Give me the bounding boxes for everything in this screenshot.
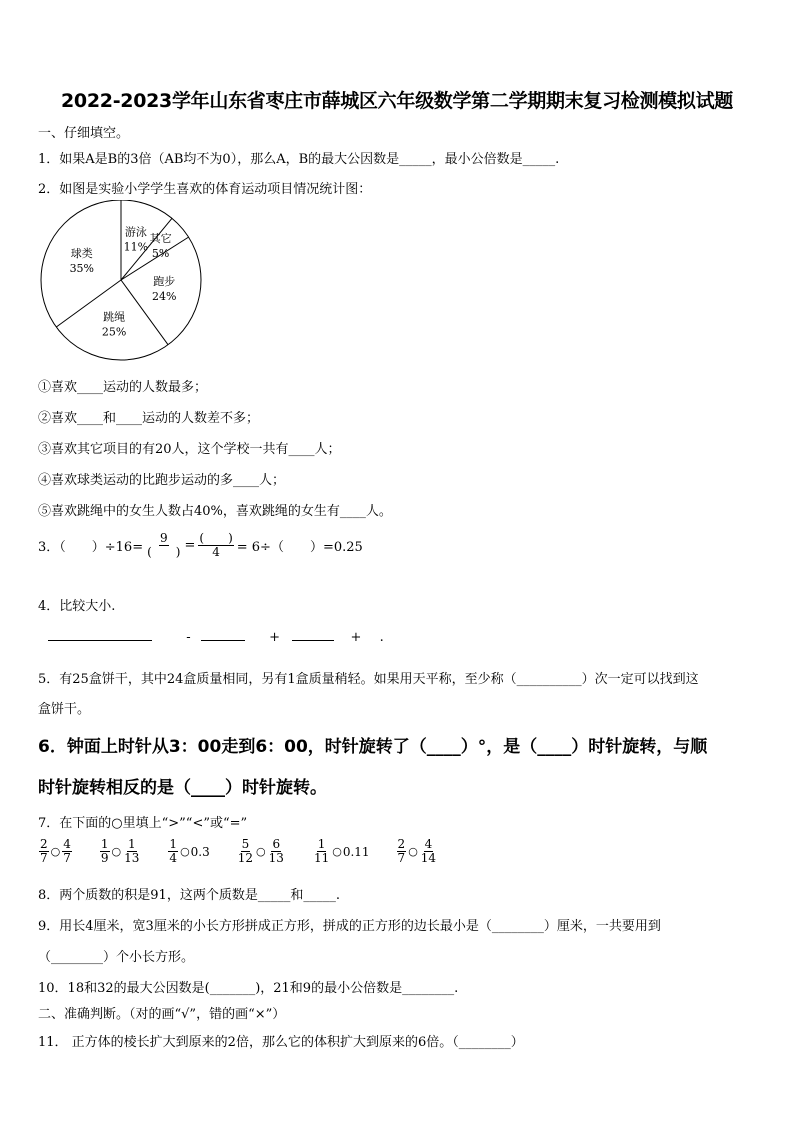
fraction-denominator: 4 <box>212 545 220 559</box>
question-2-sub-1: ①喜欢____运动的人数最多； <box>38 380 208 395</box>
fraction-denominator: 13 <box>124 851 140 865</box>
comparison-circle[interactable]: ○ <box>50 845 61 858</box>
fraction <box>268 838 285 865</box>
fraction-numerator: 1 <box>169 837 178 851</box>
fraction <box>237 838 254 865</box>
fraction-numerator: 1 <box>100 837 109 851</box>
question-7: 7．在下面的○里填上“>”“<”或“=” <box>38 816 248 831</box>
question-3-suffix: = 6÷（ ）=0.25 <box>236 540 363 555</box>
fraction <box>123 838 140 865</box>
fraction <box>62 838 72 865</box>
comparison-item <box>236 838 286 865</box>
comparison-item <box>396 838 439 865</box>
question-2-sub-5: ⑤喜欢跳绳中的女生人数占40%，喜欢跳绳的女生有____人。 <box>38 504 392 519</box>
pie-slice-percent: 35% <box>69 262 95 276</box>
equals-sign: = <box>184 538 196 553</box>
fraction <box>39 838 49 865</box>
pie-slice-percent: 11% <box>123 240 149 254</box>
decimal-value: 0.3 <box>190 844 210 859</box>
decimal-value: 0.11 <box>342 844 370 859</box>
fraction-denominator: 11 <box>313 851 330 865</box>
comparison-item <box>312 838 370 865</box>
question-9-line-2: （________）个小长方形。 <box>38 950 195 965</box>
fraction-denominator: ( ) <box>147 545 181 559</box>
fraction-numerator: 1 <box>127 837 136 851</box>
pie-slice-label: 跳绳 <box>103 310 126 324</box>
period: . <box>379 630 384 645</box>
blank-line <box>48 628 152 641</box>
question-2-sub-4: ④喜欢球类运动的比跑步运动的多____人； <box>38 473 286 488</box>
question-7-items <box>38 838 464 865</box>
question-3-prefix: 3．（ ）÷16= <box>38 540 144 555</box>
fraction-numerator: ( ) <box>199 531 233 545</box>
comparison-circle[interactable]: ○ <box>180 845 190 858</box>
fraction-denominator: 4 <box>169 851 178 865</box>
fraction-denominator: 9 <box>100 851 109 865</box>
section-heading-1: 一、仔细填空。 <box>38 126 130 141</box>
comparison-item <box>38 838 73 865</box>
question-1: 1．如果A是B的3倍（AB均不为0），那么A，B的最大公因数是_____，最小公倍数是_____. <box>38 152 560 167</box>
fraction-numerator: 6 <box>272 837 281 851</box>
question-2-sub-2: ②喜欢____和____运动的人数差不多； <box>38 411 260 426</box>
question-11: 11． 正方体的棱长扩大到原来的2倍，那么它的体积扩大到原来的6倍。（________） <box>38 1035 524 1050</box>
question-10: 10．18和32的最大公因数是(_______)，21和9的最小公倍数是________. <box>38 981 459 996</box>
comparison-circle[interactable]: ○ <box>256 845 266 858</box>
page-title: 2022-2023学年山东省枣庄市薛城区六年级数学第二学期期末复习检测模拟试题 <box>61 90 733 112</box>
question-4-row <box>48 628 384 645</box>
fraction-denominator: 14 <box>420 851 437 865</box>
comparison-circle[interactable]: ○ <box>111 845 122 858</box>
pie-slice-label: 游泳 <box>124 225 147 239</box>
fraction-numerator: 2 <box>397 837 406 851</box>
fraction-numerator: 5 <box>241 837 250 851</box>
question-3-fraction-2 <box>198 532 233 559</box>
question-3-fraction-1 <box>146 532 181 559</box>
fraction-numerator: 4 <box>63 837 71 851</box>
question-2-sub-3: ③喜欢其它项目的有20人，这个学校一共有____人； <box>38 442 341 457</box>
pie-slice-label: 球类 <box>70 247 93 261</box>
fraction-numerator: 1 <box>317 837 326 851</box>
fraction <box>397 838 407 865</box>
comparison-item <box>167 838 209 865</box>
fraction-denominator: 7 <box>40 851 48 865</box>
question-3 <box>38 532 363 559</box>
pie-slice-label: 跑步 <box>153 275 176 289</box>
pie-slice-percent: 25% <box>101 325 127 339</box>
question-5-line-2: 盒饼干。 <box>38 702 91 717</box>
blank-line <box>201 628 245 641</box>
section-heading-2: 二、准确判断。（对的画“√”，错的画“×”） <box>38 1007 286 1022</box>
question-5-line-1: 5．有25盒饼干，其中24盒质量相同，另有1盒质量稍轻。如果用天平称，至少称（__________）次一定可以找到这 <box>38 672 699 687</box>
blank-line <box>292 628 334 641</box>
plus-sign: + <box>269 630 281 645</box>
question-4: 4．比较大小. <box>38 599 116 614</box>
pie-chart <box>36 200 206 370</box>
fraction-numerator: 4 <box>424 837 433 851</box>
fraction <box>420 838 437 865</box>
comparison-item <box>99 838 142 865</box>
fraction-denominator: 13 <box>268 851 284 865</box>
pie-slice-percent: 24% <box>151 290 177 304</box>
question-6-line-1: 6．钟面上时针从3：00走到6：00，时针旋转了（____）°，是（____）时针旋转，与顺 <box>38 737 708 757</box>
fraction-denominator: 7 <box>63 851 71 865</box>
comparison-circle[interactable]: ○ <box>332 845 342 858</box>
comparison-circle[interactable]: ○ <box>408 845 418 858</box>
fraction <box>313 838 330 865</box>
fraction-numerator: 9 <box>159 531 168 545</box>
pie-slice-label: 其它 <box>149 232 172 246</box>
question-8: 8．两个质数的积是91，这两个质数是_____和_____. <box>38 888 340 903</box>
question-9-line-1: 9．用长4厘米，宽3厘米的小长方形拼成正方形，拼成的正方形的边长最小是（________）厘米，一共要用到 <box>38 919 661 934</box>
minus-sign: - <box>186 630 191 645</box>
fraction <box>100 838 110 865</box>
fraction-numerator: 2 <box>40 837 48 851</box>
fraction <box>168 838 178 865</box>
question-2: 2．如图是实验小学学生喜欢的体育运动项目情况统计图： <box>38 182 372 197</box>
pie-slice-percent: 5% <box>151 247 170 261</box>
plus-sign: + <box>350 630 362 645</box>
question-6-line-2: 时针旋转相反的是（____）时针旋转。 <box>38 778 327 798</box>
fraction-denominator: 12 <box>237 851 254 865</box>
fraction-denominator: 7 <box>397 851 406 865</box>
